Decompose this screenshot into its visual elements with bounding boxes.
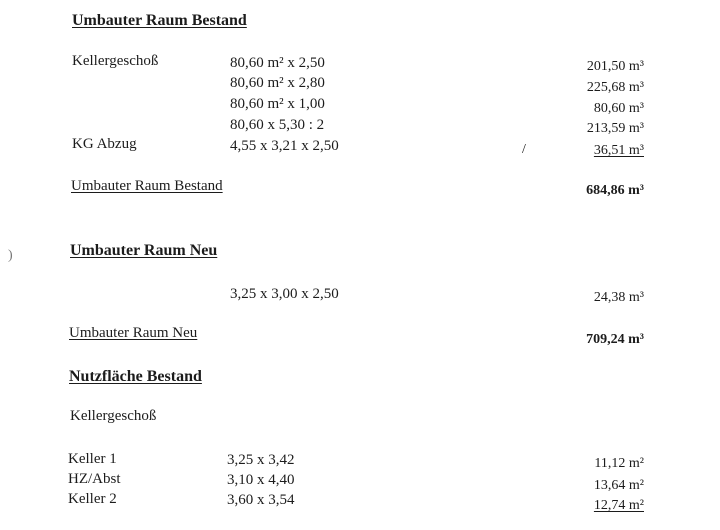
room-calc-hz-abst: 3,10 x 4,40 (227, 472, 295, 488)
deduction-calc: 4,55 x 3,21 x 2,50 (230, 138, 339, 154)
group-label-kellergeschoss-2: Kellergeschoß (70, 408, 157, 424)
calc-neu: 3,25 x 3,00 x 2,50 (230, 286, 339, 302)
room-label-keller-2: Keller 2 (68, 491, 117, 507)
calc-row-1: 80,60 m² x 2,50 (230, 55, 325, 71)
total-value-neu: 709,24 m³ (586, 332, 644, 347)
total-label-bestand: Umbauter Raum Bestand (71, 178, 223, 194)
room-label-hz-abst: HZ/Abst (68, 471, 121, 487)
room-result-hz-abst: 13,64 m² (593, 478, 644, 493)
section-heading-nutzflaeche-bestand: Nutzfläche Bestand (69, 368, 202, 385)
room-result-keller-1: 11,12 m² (594, 456, 644, 471)
check-mark: / (522, 142, 526, 157)
calc-row-4: 80,60 x 5,30 : 2 (230, 117, 325, 133)
calc-row-3: 80,60 m² x 1,00 (230, 96, 325, 112)
result-row-1: 201,50 m³ (586, 59, 644, 74)
calc-row-2: 80,60 m² x 2,80 (230, 75, 325, 91)
result-row-2: 225,68 m³ (586, 80, 644, 95)
section-heading-umbauter-raum-neu: Umbauter Raum Neu (70, 242, 218, 259)
deduction-label: KG Abzug (72, 136, 137, 152)
room-label-keller-1: Keller 1 (68, 451, 117, 467)
result-neu: 24,38 m³ (593, 290, 644, 305)
deduction-result: 36,51 m³ (593, 143, 644, 158)
section-heading-umbauter-raum-bestand: Umbauter Raum Bestand (72, 12, 247, 29)
total-value-bestand: 684,86 m³ (586, 183, 644, 198)
margin-mark: ) (8, 248, 13, 263)
room-calc-keller-1: 3,25 x 3,42 (227, 452, 295, 468)
room-calc-keller-2: 3,60 x 3,54 (227, 492, 295, 508)
group-label-kellergeschoss: Kellergeschoß (72, 53, 159, 69)
result-row-4: 213,59 m³ (586, 121, 644, 136)
total-label-neu: Umbauter Raum Neu (69, 325, 198, 341)
result-row-3: 80,60 m³ (593, 101, 644, 116)
room-result-keller-2: 12,74 m² (593, 498, 644, 513)
